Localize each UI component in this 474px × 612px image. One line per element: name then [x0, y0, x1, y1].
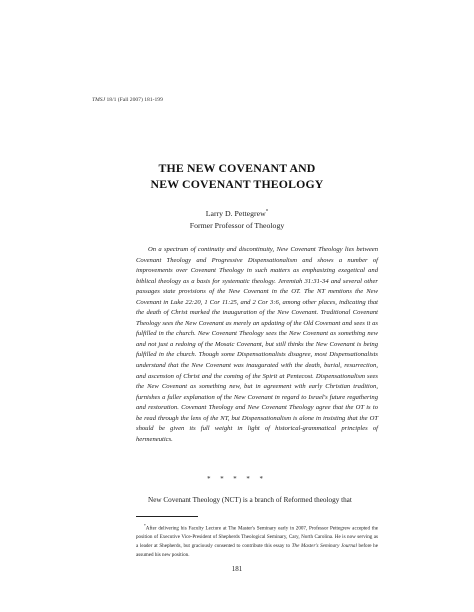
author-role: Former Professor of Theology [189, 221, 285, 230]
abstract: On a spectrum of continuity and discontinuity, New Covenant Theology lies between Covenant Theology and Progressive Dispensationalism and shows a number of improvements over Covenant Theology in such matters as emphasizing exegetical and biblical theology as a basis for systematic theology. Jeremiah 31:31-34 and several other passages state provisions of the New Covenant in the OT. The NT mentions the New Covenant in Luke 22:20, 1 Cor 11:25, and 2 Cor 3:6, among other places, indicating that the death of Christ marked the inauguration of the New Covenant. Traditional Covenant Theology sees the New Covenant as merely an updating of the Old Covenant and sees it as fulfilled in the church. New Covenant Theology sees the New Covenant as something new and not just a redoing of the Mosaic Covenant, but still thinks the New Covenant is being fulfilled in the church. Though some Dispensationalists disagree, most Dispensationalists understand that the New Covenant was inaugurated with the death, burial, resurrection, and ascension of Christ and the coming of the Spirit at Pentecost. Dispensationalism sees the New Covenant as something new, but in agreement with early Christian tradition, furnishes a fuller explanation of the New Covenant in regard to Israel's future regathering and restoration. Covenant Theology and New Covenant Theology agree that the OT is to be read through the lens of the NT, but Dispensationalism is alone in insisting that the OT should be given its full weight in light of historical-grammatical principles of hermeneutics. [136, 246, 378, 443]
footnote-text-end: before he assumed his new position. [136, 543, 378, 558]
article-title-line-2: NEW COVENANT THEOLOGY [150, 177, 324, 191]
body-paragraph-first-line: New Covenant Theology (NCT) is a branch of Reformed theology that [148, 496, 352, 504]
footnote-rule [136, 516, 198, 517]
author-name: Larry D. Pettegrew [205, 209, 266, 218]
footnote-marker: * [144, 524, 146, 528]
issue-citation: 18/1 (Fall 2007) 181-199 [106, 97, 163, 103]
author-footnote-marker: * [265, 209, 269, 215]
section-separator: * * * * * [207, 476, 267, 483]
journal-abbreviation: TMSJ [92, 97, 106, 103]
footnote-text: After delivering his Faculty Lecture at The Master's Seminary early in 2007, Professor Pettegrew accepted the position of Executive Vice-President of Shepherds Theological Seminary, Cary, North Carolina. He is now serving as a leader at Shepherds, but graciously consented to contribute this essay to [136, 525, 378, 550]
footnote-journal-title: The Master's Seminary Journal [291, 543, 357, 550]
page-number: 181 [231, 565, 243, 573]
running-head [92, 97, 163, 103]
author-byline [0, 209, 474, 218]
footnote [136, 522, 378, 560]
article-title-line-1: THE NEW COVENANT AND [158, 161, 316, 175]
